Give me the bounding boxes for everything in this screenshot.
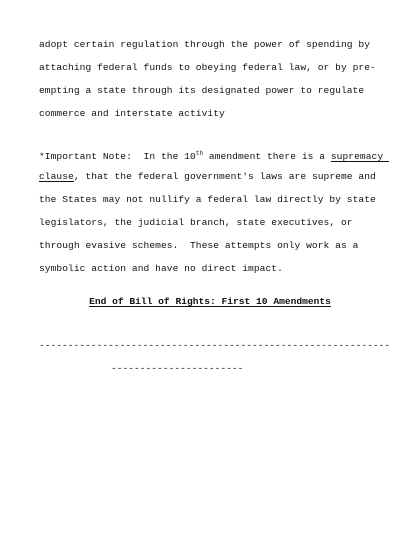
paragraph-line: commerce and interstate activity	[39, 108, 225, 119]
note-line-2	[39, 171, 376, 183]
section-end-heading: End of Bill of Rights: First 10 Amendments	[89, 296, 331, 307]
note-text: , that the federal government's laws are supreme and	[73, 171, 376, 182]
separator-line: -----------------------	[111, 363, 244, 374]
note-line: the States may not nullify a federal law directly by state	[39, 194, 376, 205]
ordinal-suffix: th	[195, 150, 204, 157]
separator-line: -------------------------------------------------------------	[39, 340, 391, 351]
note-line: symbolic action and have no direct impact.	[39, 263, 283, 274]
note-text: *Important Note: In the 10	[39, 151, 196, 162]
note-line: through evasive schemes. These attempts only work as a	[39, 240, 359, 251]
note-text: amendment there is a	[203, 151, 331, 162]
supremacy-clause-link[interactable]: clause	[39, 171, 74, 182]
paragraph-line: adopt certain regulation through the power of spending by	[39, 39, 371, 50]
paragraph-line: empting a state through its designated power to regulate	[39, 85, 365, 96]
note-line: legislators, the judicial branch, state executives, or	[39, 217, 353, 228]
supremacy-clause-link[interactable]: supremacy	[330, 151, 389, 162]
paragraph-line: attaching federal funds to obeying federal law, or by pre-	[39, 62, 376, 73]
note-line-1	[39, 148, 389, 163]
